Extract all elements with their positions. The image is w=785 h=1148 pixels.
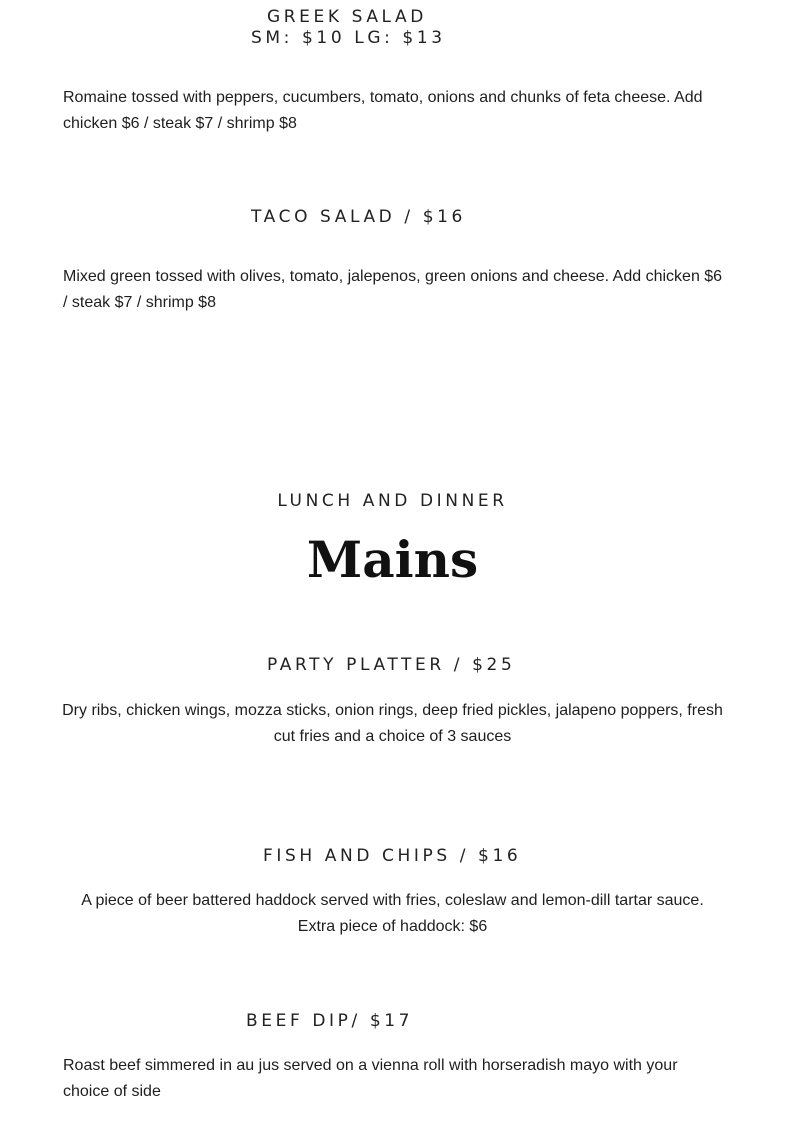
- greek-salad-description: Romaine tossed with peppers, cucumbers, tomato, onions and chunks of feta cheese. Add chicken $6 / steak $7 / shrimp $8: [63, 89, 703, 132]
- party-platter-description: Dry ribs, chicken wings, mozza sticks, onion rings, deep fried pickles, jalapeno poppers, fresh cut fries and a choice of 3 sauces: [62, 702, 723, 745]
- taco-salad-description: Mixed green tossed with olives, tomato, jalepenos, green onions and cheese. Add chicken $6 / steak $7 / shrimp $8: [63, 268, 723, 311]
- party-platter-title: PARTY PLATTER / $25: [267, 655, 516, 675]
- section-heading: Mains: [306, 530, 479, 589]
- fish-and-chips-description: A piece of beer battered haddock served with fries, coleslaw and lemon-dill tartar sauce. Extra piece of haddock: $6: [81, 892, 704, 935]
- taco-salad-title: TACO SALAD / $16: [251, 207, 466, 227]
- greek-salad-title: GREEK SALAD: [267, 7, 427, 27]
- fish-and-chips-title: FISH AND CHIPS / $16: [263, 846, 522, 866]
- section-kicker: LUNCH AND DINNER: [277, 491, 508, 511]
- greek-salad-price: SM: $10 LG: $13: [251, 28, 446, 48]
- beef-dip-title: BEEF DIP/ $17: [246, 1011, 414, 1031]
- beef-dip-description: Roast beef simmered in au jus served on a vienna roll with horseradish mayo with your choice of side: [63, 1057, 678, 1100]
